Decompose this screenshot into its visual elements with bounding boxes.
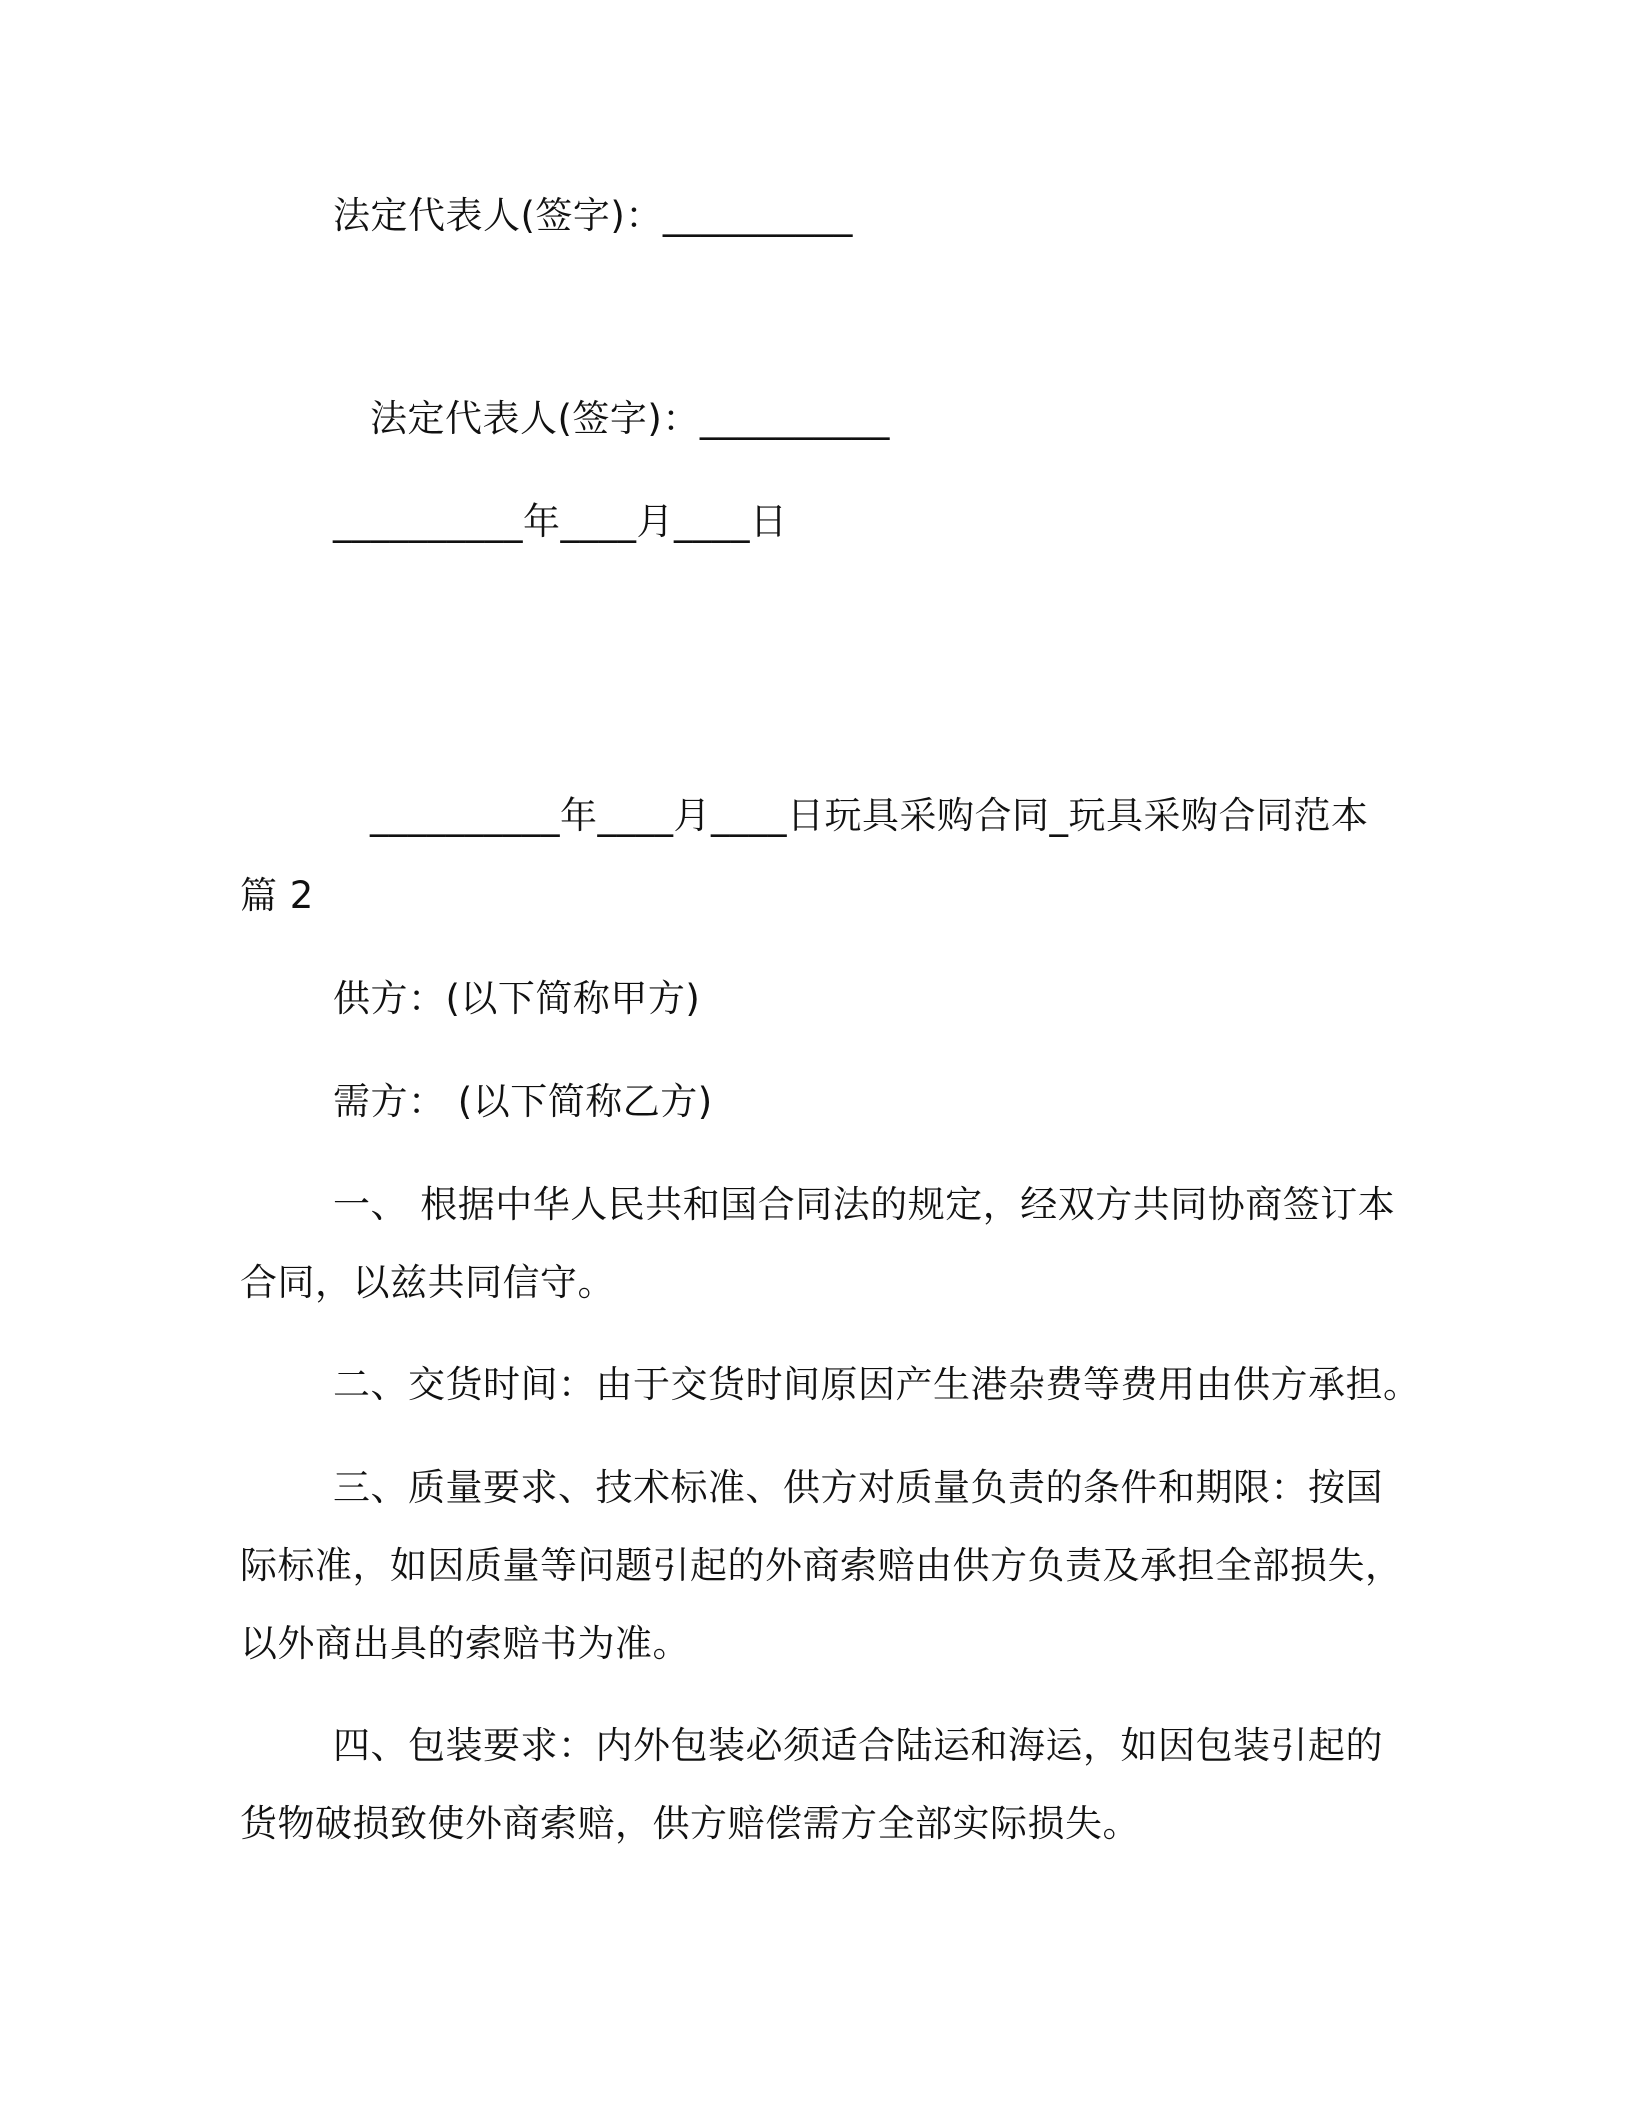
date-line: __________年____月____日 bbox=[333, 500, 788, 543]
section-title-line: __________年____月____日玩具采购合同_玩具采购合同范本 bbox=[370, 794, 1369, 837]
clause-3-line-3: 以外商出具的索赔书为准。 bbox=[240, 1622, 690, 1665]
legal-rep-signature-line-1: 法定代表人(签字)：__________ bbox=[333, 194, 853, 237]
clause-1-line-1: 一、 根据中华人民共和国合同法的规定，经双方共同协商签订本 bbox=[333, 1183, 1396, 1226]
section-title-continuation: 篇 2 bbox=[240, 874, 314, 917]
clause-4-line-1: 四、包装要求：内外包装必须适合陆运和海运，如因包装引起的 bbox=[333, 1724, 1383, 1767]
buyer-line: 需方： (以下简称乙方) bbox=[333, 1080, 713, 1123]
clause-3-line-1: 三、质量要求、技术标准、供方对质量负责的条件和期限：按国 bbox=[333, 1466, 1383, 1509]
clause-3-line-2: 际标准，如因质量等问题引起的外商索赔由供方负责及承担全部损失， bbox=[240, 1544, 1403, 1587]
clause-2-line: 二、交货时间：由于交货时间原因产生港杂费等费用由供方承担。 bbox=[333, 1363, 1421, 1406]
supplier-line: 供方：(以下简称甲方) bbox=[333, 977, 701, 1020]
clause-4-line-2: 货物破损致使外商索赔，供方赔偿需方全部实际损失。 bbox=[240, 1802, 1140, 1845]
legal-rep-signature-line-2: 法定代表人(签字)：__________ bbox=[370, 397, 890, 440]
clause-1-line-2: 合同，以兹共同信守。 bbox=[240, 1261, 615, 1304]
